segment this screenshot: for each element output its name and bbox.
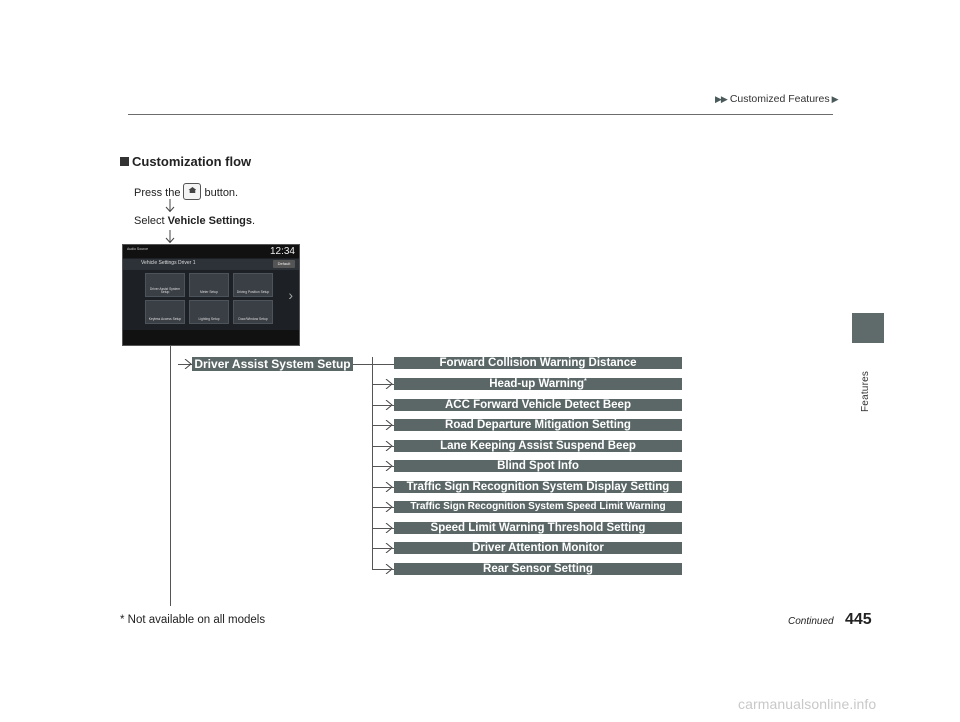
chevron-right-icon: › — [288, 287, 293, 303]
flow-item-road-departure-mitigation-setting: Road Departure Mitigation Setting — [394, 419, 682, 431]
flow-item-rear-sensor-setting: Rear Sensor Setting — [394, 563, 682, 575]
chapter-tab — [852, 313, 884, 343]
flow-connector — [353, 364, 394, 365]
flow-item-traffic-sign-recognition-speed-limit-warning: Traffic Sign Recognition System Speed Limit Warning — [394, 501, 682, 513]
flow-item-speed-limit-warning-threshold-setting: Speed Limit Warning Threshold Setting — [394, 522, 682, 534]
footnote: * Not available on all models — [120, 614, 266, 626]
step-select-vehicle-settings: Select Vehicle Settings. — [134, 215, 256, 227]
flow-item-head-up-warning: Head-up Warning* — [394, 378, 682, 390]
flow-connector — [372, 405, 394, 406]
section-title: Customization flow — [120, 154, 251, 169]
flow-connector — [372, 425, 394, 426]
tile-driving-position: Driving Position Setup — [233, 273, 273, 297]
flow-connector — [372, 466, 394, 467]
section-square-icon — [120, 157, 129, 166]
flow-connector — [372, 384, 394, 385]
tile-lighting: Lighting Setup — [189, 300, 229, 324]
header-divider — [128, 114, 833, 115]
audio-source-label: Audio Source — [127, 247, 149, 251]
default-button: Default — [273, 260, 295, 268]
flow-connector — [372, 528, 394, 529]
flow-item-acc-forward-vehicle-detect-beep: ACC Forward Vehicle Detect Beep — [394, 399, 682, 411]
breadcrumb-arrow-icon: ▶▶ — [715, 94, 727, 104]
breadcrumb-arrow-icon: ▶ — [831, 94, 839, 104]
flow-connector — [372, 446, 394, 447]
flow-trunk-line — [170, 346, 171, 606]
driver-assist-system-setup-label: Driver Assist System Setup — [192, 357, 353, 371]
right-arrow-icon — [184, 359, 192, 369]
tile-driver-assist: Driver Assist System Setup — [145, 273, 185, 297]
breadcrumb-text: Customized Features — [729, 93, 830, 105]
home-button-icon — [183, 183, 201, 200]
flow-connector — [372, 548, 394, 549]
tile-meter: Meter Setup — [189, 273, 229, 297]
down-arrow-icon — [165, 230, 175, 244]
flow-item-blind-spot-info: Blind Spot Info — [394, 460, 682, 472]
flow-item-lane-keeping-assist-suspend-beep: Lane Keeping Assist Suspend Beep — [394, 440, 682, 452]
flow-connector — [372, 487, 394, 488]
down-arrow-icon — [165, 199, 175, 213]
screen-bottom-bar — [123, 330, 299, 345]
vehicle-settings-screen — [122, 244, 300, 346]
chapter-tab-label: Features — [860, 370, 871, 412]
page-number: 445 — [845, 611, 872, 628]
watermark: carmanualsonline.info — [738, 696, 877, 712]
tile-door-window: Door/Window Setup — [233, 300, 273, 324]
flow-item-driver-attention-monitor: Driver Attention Monitor — [394, 542, 682, 554]
flow-branch-line — [372, 357, 373, 569]
flow-item-forward-collision-warning-distance: Forward Collision Warning Distance — [394, 357, 682, 369]
flow-connector — [372, 507, 394, 508]
step-press-home: Press the button. — [134, 183, 238, 200]
screen-clock: 12:34 — [269, 246, 295, 257]
flow-connector — [372, 569, 394, 570]
tile-keyless-access: Keyless Access Setup — [145, 300, 185, 324]
breadcrumb — [715, 93, 839, 105]
screen-title: Vehicle Settings Driver 1 — [141, 260, 196, 266]
flow-item-traffic-sign-recognition-display-setting: Traffic Sign Recognition System Display Setting — [394, 481, 682, 493]
continued-label: Continued — [788, 616, 834, 627]
